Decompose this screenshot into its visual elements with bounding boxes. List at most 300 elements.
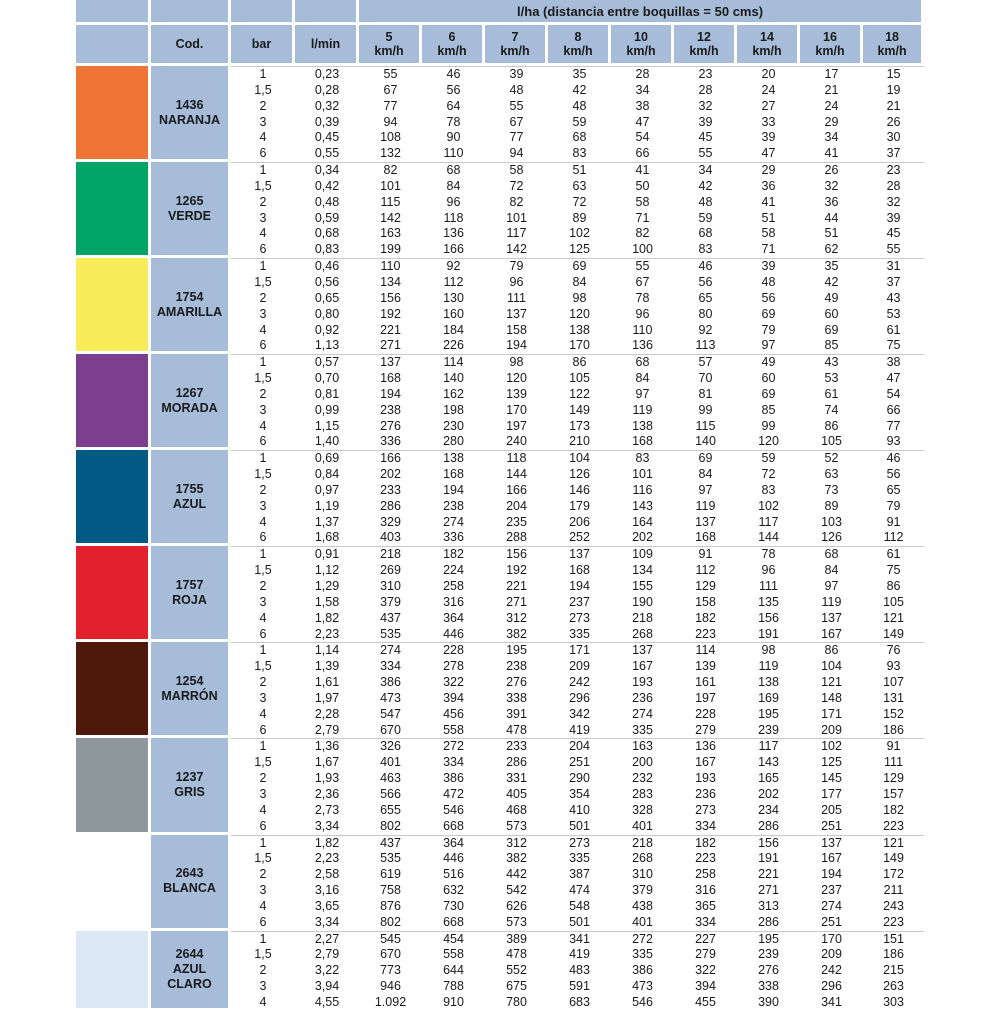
lha-cell: 144 bbox=[758, 530, 779, 545]
lha-cell: 326 bbox=[359, 738, 422, 755]
lha-cell: 546 bbox=[443, 802, 464, 817]
lha-cell: 202 bbox=[632, 530, 653, 545]
lmin-cell: 1,68 bbox=[314, 530, 340, 545]
lha-cell: 28 bbox=[698, 82, 713, 97]
column-header-speed bbox=[359, 25, 422, 66]
lha-cell: 98 bbox=[737, 642, 800, 659]
lha-cell: 20 bbox=[737, 66, 800, 83]
lha-cell: 192 bbox=[380, 306, 401, 321]
lha-cell: 77 bbox=[886, 418, 901, 433]
table-row bbox=[76, 835, 924, 852]
lha-cell: 251 bbox=[821, 914, 842, 929]
lha-cell: 28 bbox=[611, 66, 674, 83]
lha-cell: 274 bbox=[443, 514, 464, 529]
bar-cell: 3 bbox=[259, 786, 267, 801]
lha-cell: 62 bbox=[824, 242, 839, 257]
lha-cell: 274 bbox=[821, 898, 842, 913]
table-row bbox=[76, 642, 924, 659]
lha-cell: 156 bbox=[380, 290, 401, 305]
lha-cell: 316 bbox=[443, 594, 464, 609]
lha-cell: 342 bbox=[569, 706, 590, 721]
lha-cell: 243 bbox=[883, 898, 904, 913]
lha-cell: 120 bbox=[758, 434, 779, 449]
lha-cell: 64 bbox=[446, 98, 461, 113]
header-blank-cell bbox=[231, 0, 295, 25]
lha-cell: 335 bbox=[632, 722, 653, 737]
lha-cell: 102 bbox=[758, 498, 779, 513]
color-swatch bbox=[76, 546, 151, 642]
lha-cell: 286 bbox=[380, 498, 401, 513]
table-row bbox=[76, 450, 924, 467]
lha-cell: 802 bbox=[380, 818, 401, 833]
speed-value: 8 bbox=[574, 30, 582, 44]
lmin-cell: 1,58 bbox=[314, 594, 340, 609]
lha-cell: 48 bbox=[572, 98, 587, 113]
lha-cell: 172 bbox=[883, 867, 904, 882]
lha-cell: 118 bbox=[485, 450, 548, 467]
lha-cell: 139 bbox=[506, 386, 527, 401]
bar-cell: 3 bbox=[259, 210, 267, 225]
lha-cell: 41 bbox=[761, 194, 776, 209]
lha-cell: 683 bbox=[569, 994, 590, 1009]
lha-cell: 100 bbox=[632, 242, 653, 257]
lha-cell: 268 bbox=[632, 851, 653, 866]
lha-cell: 54 bbox=[886, 386, 901, 401]
lha-cell: 98 bbox=[572, 290, 587, 305]
lha-cell: 120 bbox=[506, 371, 527, 386]
lha-cell: 86 bbox=[800, 642, 863, 659]
bar-cell: 6 bbox=[259, 146, 267, 161]
color-swatch bbox=[76, 738, 151, 834]
color-swatch bbox=[76, 162, 151, 258]
lha-cell: 166 bbox=[359, 450, 422, 467]
lha-cell: 273 bbox=[569, 610, 590, 625]
lha-cell: 164 bbox=[632, 514, 653, 529]
lha-cell: 232 bbox=[632, 771, 653, 786]
lha-cell: 670 bbox=[380, 947, 401, 962]
lha-cell: 90 bbox=[446, 130, 461, 145]
lha-cell: 107 bbox=[883, 675, 904, 690]
lha-cell: 437 bbox=[380, 610, 401, 625]
lha-cell: 66 bbox=[886, 402, 901, 417]
lha-cell: 24 bbox=[761, 82, 776, 97]
nozzle-code: 1436 bbox=[175, 97, 204, 112]
lha-cell: 132 bbox=[380, 146, 401, 161]
lha-cell: 65 bbox=[886, 482, 901, 497]
lha-cell: 391 bbox=[506, 706, 527, 721]
lha-cell: 263 bbox=[883, 979, 904, 994]
lha-cell: 283 bbox=[632, 786, 653, 801]
lha-cell: 545 bbox=[359, 931, 422, 948]
lha-cell: 126 bbox=[821, 530, 842, 545]
lha-cell: 48 bbox=[761, 274, 776, 289]
lha-cell: 66 bbox=[635, 146, 650, 161]
lha-cell: 97 bbox=[824, 579, 839, 593]
lha-cell: 47 bbox=[761, 146, 776, 161]
lha-cell: 89 bbox=[572, 210, 587, 225]
speed-unit: km/h bbox=[563, 44, 593, 58]
lha-cell: 84 bbox=[824, 563, 839, 578]
lha-cell: 168 bbox=[695, 530, 716, 545]
speed-value: 5 bbox=[385, 30, 393, 44]
lha-cell: 316 bbox=[695, 883, 716, 898]
lha-cell: 149 bbox=[883, 851, 904, 866]
lha-cell: 91 bbox=[674, 546, 737, 563]
lha-cell: 296 bbox=[821, 979, 842, 994]
lha-cell: 221 bbox=[380, 322, 401, 337]
lha-cell: 56 bbox=[761, 290, 776, 305]
lha-cell: 478 bbox=[506, 947, 527, 962]
lmin-cell: 1,29 bbox=[314, 579, 340, 593]
lha-cell: 96 bbox=[446, 194, 461, 209]
lha-cell: 501 bbox=[569, 914, 590, 929]
lha-cell: 39 bbox=[485, 66, 548, 83]
lha-cell: 19 bbox=[886, 82, 901, 97]
lha-cell: 46 bbox=[422, 66, 485, 83]
lha-cell: 237 bbox=[821, 883, 842, 898]
bar-cell: 1 bbox=[231, 835, 295, 852]
lmin-cell: 0,28 bbox=[314, 82, 340, 97]
lha-cell: 23 bbox=[863, 162, 924, 179]
column-header-speed bbox=[737, 25, 800, 66]
lha-cell: 632 bbox=[443, 883, 464, 898]
lha-cell: 82 bbox=[635, 226, 650, 241]
nozzle-color-name: NARANJA bbox=[158, 112, 221, 127]
lha-cell: 138 bbox=[632, 418, 653, 433]
lha-cell: 152 bbox=[883, 706, 904, 721]
bar-cell: 1,5 bbox=[254, 659, 272, 674]
lha-cell: 55 bbox=[698, 146, 713, 161]
lha-cell: 336 bbox=[443, 530, 464, 545]
lha-cell: 446 bbox=[443, 851, 464, 866]
lmin-cell: 0,97 bbox=[314, 482, 340, 497]
lha-cell: 192 bbox=[506, 563, 527, 578]
lha-cell: 668 bbox=[443, 818, 464, 833]
lha-cell: 276 bbox=[506, 675, 527, 690]
lha-cell: 73 bbox=[824, 482, 839, 497]
column-header-speed bbox=[422, 25, 485, 66]
lha-cell: 478 bbox=[506, 722, 527, 737]
lha-cell: 93 bbox=[886, 434, 901, 449]
lha-cell: 119 bbox=[821, 594, 842, 609]
lha-cell: 1.092 bbox=[374, 994, 407, 1009]
lha-cell: 136 bbox=[674, 738, 737, 755]
nozzle-color-name: CLARO bbox=[167, 976, 212, 991]
lha-cell: 94 bbox=[383, 114, 398, 129]
header-blank-cell bbox=[76, 0, 151, 25]
lha-cell: 72 bbox=[509, 178, 524, 193]
lha-cell: 139 bbox=[695, 659, 716, 674]
speed-unit: km/h bbox=[437, 44, 467, 58]
lha-cell: 46 bbox=[863, 450, 924, 467]
lha-cell: 155 bbox=[632, 579, 653, 593]
lha-cell: 286 bbox=[758, 818, 779, 833]
lmin-cell: 2,27 bbox=[295, 931, 359, 948]
lha-cell: 75 bbox=[886, 338, 901, 353]
lha-cell: 93 bbox=[886, 659, 901, 674]
bar-cell: 1 bbox=[231, 642, 295, 659]
lha-cell: 211 bbox=[883, 883, 904, 898]
lha-cell: 394 bbox=[695, 979, 716, 994]
lha-cell: 135 bbox=[758, 594, 779, 609]
lmin-cell: 1,97 bbox=[314, 690, 340, 705]
lha-cell: 566 bbox=[380, 786, 401, 801]
bar-cell: 2 bbox=[259, 482, 267, 497]
lha-cell: 171 bbox=[548, 642, 611, 659]
bar-cell: 1 bbox=[231, 450, 295, 467]
lha-cell: 136 bbox=[443, 226, 464, 241]
nozzle-code: 2644 bbox=[175, 946, 204, 961]
lha-cell: 65 bbox=[698, 290, 713, 305]
nozzle-code-cell bbox=[151, 354, 231, 450]
bar-cell: 1,5 bbox=[254, 947, 272, 962]
lmin-cell: 1,13 bbox=[314, 338, 340, 353]
lha-cell: 119 bbox=[758, 659, 779, 674]
lha-cell: 109 bbox=[611, 546, 674, 563]
lmin-cell: 2,79 bbox=[314, 947, 340, 962]
table-row bbox=[76, 162, 924, 179]
lmin-cell: 0,80 bbox=[314, 306, 340, 321]
lha-cell: 238 bbox=[506, 659, 527, 674]
lha-cell: 84 bbox=[698, 467, 713, 482]
column-header-speed bbox=[485, 25, 548, 66]
color-swatch bbox=[76, 931, 151, 1011]
lmin-cell: 3,22 bbox=[314, 963, 340, 978]
lha-cell: 334 bbox=[443, 755, 464, 770]
lha-cell: 138 bbox=[569, 322, 590, 337]
lha-cell: 148 bbox=[821, 690, 842, 705]
lha-cell: 50 bbox=[635, 178, 650, 193]
bar-cell: 1 bbox=[231, 354, 295, 371]
lha-cell: 82 bbox=[509, 194, 524, 209]
bar-cell: 4 bbox=[259, 994, 267, 1009]
lha-cell: 226 bbox=[443, 338, 464, 353]
nozzle-color-name: BLANCA bbox=[163, 881, 216, 896]
speed-value: 14 bbox=[760, 30, 774, 44]
header-blank-cell bbox=[151, 0, 231, 25]
lha-cell: 99 bbox=[698, 402, 713, 417]
lmin-cell: 2,79 bbox=[314, 722, 340, 737]
table-row bbox=[76, 258, 924, 275]
lha-cell: 92 bbox=[422, 258, 485, 275]
bar-cell: 2 bbox=[259, 290, 267, 305]
lha-cell: 121 bbox=[883, 610, 904, 625]
lha-cell: 21 bbox=[824, 82, 839, 97]
lha-cell: 401 bbox=[632, 914, 653, 929]
lha-cell: 335 bbox=[632, 947, 653, 962]
lha-cell: 115 bbox=[380, 194, 401, 209]
lha-cell: 71 bbox=[761, 242, 776, 257]
lha-cell: 310 bbox=[380, 579, 401, 593]
lmin-cell: 0,69 bbox=[295, 450, 359, 467]
nozzle-code: 1254 bbox=[175, 673, 204, 688]
lha-cell: 335 bbox=[569, 851, 590, 866]
nozzle-code-cell bbox=[151, 642, 231, 738]
lha-cell: 394 bbox=[443, 690, 464, 705]
lha-cell: 194 bbox=[821, 867, 842, 882]
lha-cell: 644 bbox=[443, 963, 464, 978]
header-blank-cell bbox=[76, 25, 151, 66]
lha-cell: 130 bbox=[443, 290, 464, 305]
lha-cell: 548 bbox=[569, 898, 590, 913]
lha-cell: 70 bbox=[698, 371, 713, 386]
lha-cell: 126 bbox=[569, 467, 590, 482]
lha-cell: 193 bbox=[695, 771, 716, 786]
lha-cell: 78 bbox=[737, 546, 800, 563]
bar-cell: 3 bbox=[259, 690, 267, 705]
bar-cell: 1,5 bbox=[254, 755, 272, 770]
lha-cell: 156 bbox=[485, 546, 548, 563]
bar-cell: 1,5 bbox=[254, 563, 272, 578]
lha-cell: 134 bbox=[632, 563, 653, 578]
lha-cell: 273 bbox=[695, 802, 716, 817]
lmin-cell: 0,59 bbox=[314, 210, 340, 225]
lha-cell: 69 bbox=[761, 306, 776, 321]
bar-cell: 1,5 bbox=[254, 851, 272, 866]
lha-cell: 341 bbox=[821, 994, 842, 1009]
lha-cell: 17 bbox=[800, 66, 863, 83]
lha-cell: 167 bbox=[632, 659, 653, 674]
bar-cell: 3 bbox=[259, 883, 267, 898]
bar-cell: 6 bbox=[259, 914, 267, 929]
lha-cell: 167 bbox=[821, 851, 842, 866]
lha-cell: 63 bbox=[824, 467, 839, 482]
column-header-speed bbox=[674, 25, 737, 66]
lha-cell: 268 bbox=[632, 626, 653, 641]
lha-cell: 104 bbox=[548, 450, 611, 467]
lha-cell: 223 bbox=[883, 914, 904, 929]
lmin-cell: 2,36 bbox=[314, 786, 340, 801]
nozzle-color-name: VERDE bbox=[167, 208, 212, 223]
lha-cell: 386 bbox=[632, 963, 653, 978]
lha-cell: 758 bbox=[380, 883, 401, 898]
lha-cell: 140 bbox=[695, 434, 716, 449]
lha-cell: 143 bbox=[632, 498, 653, 513]
lmin-cell: 2,58 bbox=[314, 867, 340, 882]
lha-cell: 137 bbox=[821, 610, 842, 625]
lha-cell: 379 bbox=[632, 883, 653, 898]
lha-cell: 142 bbox=[380, 210, 401, 225]
lha-cell: 42 bbox=[572, 82, 587, 97]
lha-cell: 46 bbox=[674, 258, 737, 275]
lha-cell: 91 bbox=[863, 738, 924, 755]
lmin-cell: 0,92 bbox=[314, 322, 340, 337]
lha-cell: 455 bbox=[695, 994, 716, 1009]
lha-cell: 55 bbox=[509, 98, 524, 113]
lha-cell: 67 bbox=[635, 274, 650, 289]
lha-cell: 47 bbox=[635, 114, 650, 129]
lha-cell: 910 bbox=[443, 994, 464, 1009]
lha-cell: 79 bbox=[761, 322, 776, 337]
lha-cell: 83 bbox=[698, 242, 713, 257]
lha-cell: 160 bbox=[443, 306, 464, 321]
lha-cell: 49 bbox=[737, 354, 800, 371]
lha-cell: 84 bbox=[635, 371, 650, 386]
lha-cell: 182 bbox=[674, 835, 737, 852]
lha-cell: 209 bbox=[569, 659, 590, 674]
lha-cell: 209 bbox=[821, 722, 842, 737]
bar-cell: 1,5 bbox=[254, 274, 272, 289]
lha-cell: 102 bbox=[569, 226, 590, 241]
lha-cell: 110 bbox=[632, 322, 653, 337]
lha-cell: 542 bbox=[506, 883, 527, 898]
bar-cell: 2 bbox=[259, 771, 267, 786]
lha-cell: 101 bbox=[380, 178, 401, 193]
lha-cell: 170 bbox=[800, 931, 863, 948]
lha-cell: 122 bbox=[569, 386, 590, 401]
lha-cell: 312 bbox=[485, 835, 548, 852]
lha-cell: 182 bbox=[422, 546, 485, 563]
lha-cell: 129 bbox=[883, 771, 904, 786]
column-header-speed bbox=[548, 25, 611, 66]
lha-cell: 33 bbox=[761, 114, 776, 129]
lha-cell: 101 bbox=[632, 467, 653, 482]
lha-cell: 56 bbox=[698, 274, 713, 289]
color-swatch bbox=[76, 835, 151, 931]
lha-cell: 163 bbox=[611, 738, 674, 755]
lha-cell: 168 bbox=[569, 563, 590, 578]
header-row-title bbox=[76, 0, 924, 25]
lha-cell: 125 bbox=[569, 242, 590, 257]
lha-cell: 103 bbox=[821, 514, 842, 529]
lha-cell: 198 bbox=[443, 402, 464, 417]
bar-cell: 2 bbox=[259, 579, 267, 593]
lha-cell: 136 bbox=[632, 338, 653, 353]
nozzle-color-name: MORADA bbox=[161, 400, 218, 415]
lha-cell: 191 bbox=[758, 626, 779, 641]
speed-unit: km/h bbox=[877, 44, 907, 58]
lha-cell: 456 bbox=[443, 706, 464, 721]
lha-cell: 117 bbox=[506, 226, 527, 241]
lha-cell: 68 bbox=[572, 130, 587, 145]
lha-cell: 161 bbox=[695, 675, 716, 690]
nozzle-code: 1267 bbox=[175, 385, 204, 400]
bar-cell: 1 bbox=[231, 258, 295, 275]
lha-cell: 271 bbox=[758, 883, 779, 898]
lha-cell: 75 bbox=[886, 563, 901, 578]
lmin-cell: 0,23 bbox=[295, 66, 359, 83]
lha-cell: 271 bbox=[506, 594, 527, 609]
lmin-cell: 3,94 bbox=[314, 979, 340, 994]
lmin-cell: 1,15 bbox=[314, 418, 340, 433]
lha-cell: 364 bbox=[443, 610, 464, 625]
lha-cell: 272 bbox=[422, 738, 485, 755]
lha-cell: 71 bbox=[635, 210, 650, 225]
lha-cell: 286 bbox=[758, 914, 779, 929]
lha-cell: 205 bbox=[821, 802, 842, 817]
bar-cell: 1 bbox=[231, 931, 295, 948]
lha-cell: 195 bbox=[758, 706, 779, 721]
lha-cell: 162 bbox=[443, 386, 464, 401]
lha-cell: 670 bbox=[380, 722, 401, 737]
lha-cell: 386 bbox=[443, 771, 464, 786]
lha-cell: 112 bbox=[695, 563, 716, 578]
lha-cell: 258 bbox=[695, 867, 716, 882]
lha-cell: 61 bbox=[863, 546, 924, 563]
lha-cell: 105 bbox=[821, 434, 842, 449]
lha-cell: 97 bbox=[761, 338, 776, 353]
lha-cell: 199 bbox=[380, 242, 401, 257]
bar-cell: 1,5 bbox=[254, 467, 272, 482]
lha-cell: 190 bbox=[632, 594, 653, 609]
lha-cell: 168 bbox=[632, 434, 653, 449]
speed-value: 18 bbox=[885, 30, 899, 44]
speed-unit: km/h bbox=[626, 44, 656, 58]
nozzle-code: 1754 bbox=[175, 289, 204, 304]
lha-cell: 258 bbox=[443, 579, 464, 593]
lha-cell: 69 bbox=[761, 386, 776, 401]
lha-cell: 251 bbox=[821, 818, 842, 833]
